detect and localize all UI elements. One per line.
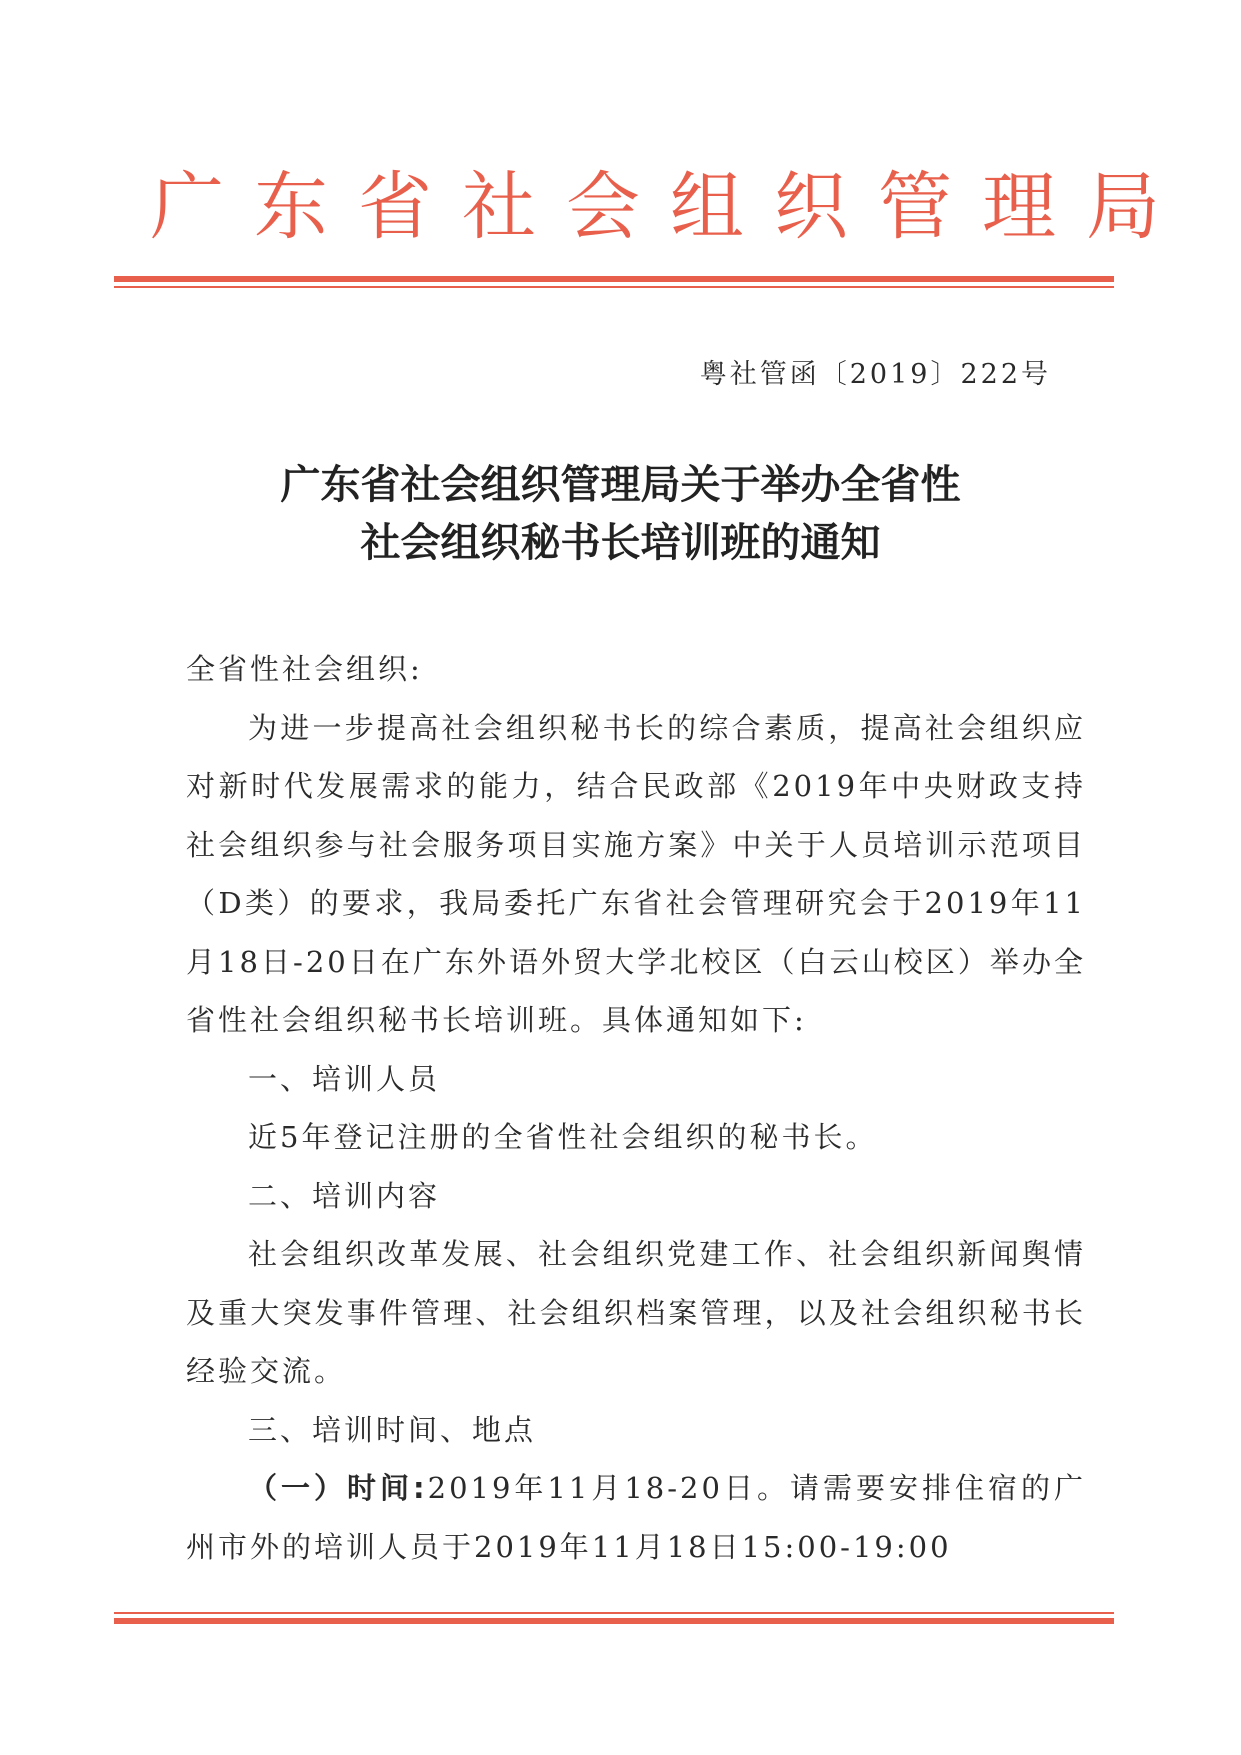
document-title [0, 456, 1241, 572]
section-text-1: 近5年登记注册的全省性社会组织的秘书长。 [248, 1120, 878, 1154]
salutation: 全省性社会组织: [186, 652, 423, 686]
footer-rule-thick [114, 1618, 1114, 1624]
document-body [186, 640, 1086, 1576]
masthead-rule-thin [114, 286, 1114, 288]
title-line-1: 广东省社会组织管理局关于举办全省性 [280, 461, 961, 508]
title-line-2: 社会组织秘书长培训班的通知 [360, 519, 881, 566]
section-paragraph-3 [186, 1459, 1086, 1576]
section-text-2: 社会组织改革发展、社会组织党建工作、社会组织新闻舆情及重大突发事件管理、社会组织档案管理，以及社会组织秘书长经验交流。 [186, 1237, 1086, 1388]
document-number: 粤社管函〔2019〕222号 [699, 359, 1051, 390]
masthead-title: 广东省社会组织管理局 [150, 164, 1190, 250]
intro-paragraph: 为进一步提高社会组织秘书长的综合素质，提高社会组织应对新时代发展需求的能力，结合民政部《2019年中央财政支持社会组织参与社会服务项目实施方案》中关于人员培训示范项目（D类）的要求，我局委托广东省社会管理研究会于2019年11月18日-20日在广东外语外贸大学北校区（白云山校区）举办全省性社会组织秘书长培训班。具体通知如下: [186, 710, 1086, 1037]
section-heading-3: 三、培训时间、地点 [248, 1412, 537, 1447]
footer-rule-thin [114, 1612, 1114, 1614]
masthead-rule-thick [114, 276, 1114, 282]
sub-label-time: （一）时间: [248, 1471, 428, 1505]
section-text-3: 2019年11月18-20日。请需要安排住宿的广州市外的培训人员于2019年11月18日15:00-19:00 [186, 1471, 1086, 1564]
section-heading-1: 一、培训人员 [248, 1061, 441, 1096]
section-heading-2: 二、培训内容 [248, 1178, 441, 1213]
